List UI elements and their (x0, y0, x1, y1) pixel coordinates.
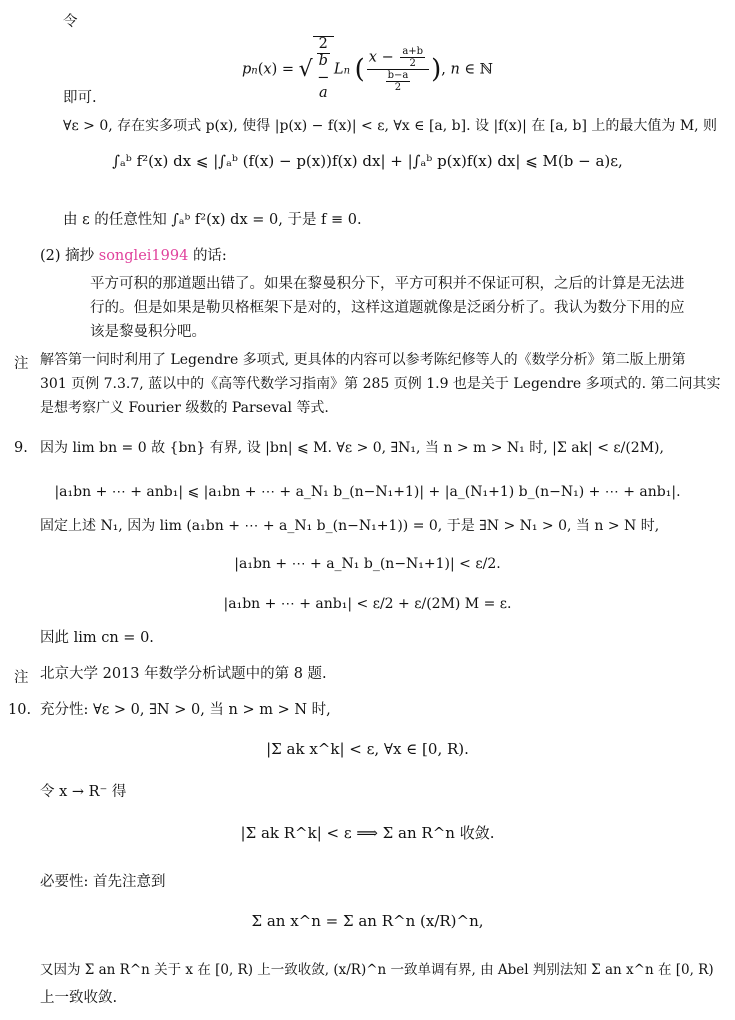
quote-line: 平方可积的那道题出错了。如果在黎曼积分下，平方可积并不保证可积，之后的计算是无法进 (90, 276, 685, 292)
problem10-number: 10. (8, 702, 32, 718)
note2-text: 北京大学 2013 年数学分析试题中的第 8 题. (40, 666, 327, 682)
problem10-ineq2: |Σ ak R^k| < ε ⟹ Σ an R^n 收敛. (240, 824, 495, 842)
proof-line1: ∀ε > 0, 存在实多项式 p(x), 使得 |p(x) − f(x)| < ε, ∀x ∈ [a, b]. 设 |f(x)| 在 [a, b] 上的最大值为 M, 则 (63, 118, 718, 134)
problem9-number: 9. (14, 440, 28, 456)
part2-label: (2) 摘抄 (40, 248, 95, 264)
note1-line: 解答第一问时利用了 Legendre 多项式, 更具体的内容可以参考陈纪修等人的《数学分析》第二版上册第 (40, 352, 686, 368)
problem9-line2: 固定上述 N₁, 因为 lim (a₁bn + ⋯ + a_N₁ b_(n−N₁+1)) = 0, 于是 ∃N > N₁ > 0, 当 n > N 时, (40, 518, 660, 534)
problem10-line5: 上一致收敛. (40, 990, 118, 1006)
problem10-line4: 又因为 Σ an R^n 关于 x 在 [0, R) 上一致收敛, (x/R)^n 一致单调有界, 由 Abel 判别法知 Σ an x^n 在 [0, R) (40, 962, 714, 978)
user-link[interactable]: songlei1994 (98, 248, 189, 264)
problem9-line1: 因为 lim bn = 0 故 {bn} 有界, 设 |bn| ⩽ M. ∀ε > 0, ∃N₁, 当 n > m > N₁ 时, |Σ ak| < ε/(2M), (40, 440, 664, 456)
jike-text: 即可. (63, 90, 97, 106)
integral-inequality: ∫ₐᵇ f²(x) dx ⩽ |∫ₐᵇ (f(x) − p(x))f(x) dx| + |∫ₐᵇ p(x)f(x) dx| ⩽ M(b − a)ε, (112, 152, 623, 170)
quote-block (90, 272, 690, 344)
note2-tag: 注 (14, 670, 29, 686)
problem9-ineq3: |a₁bn + ⋯ + anb₁| < ε/2 + ε/(2M) M = ε. (223, 596, 512, 612)
note1-line: 301 页例 7.3.7, 蓝以中的《高等代数学习指南》第 285 页例 1.9 也是关于 Legendre 多项式的. 第二问其实 (40, 376, 721, 392)
pn-formula: pn(x) = √ 2 b − a Ln ( x − $\frac{a+b}{2}$ $\frac{b-a}{2}$ ), n ∈ ℕ (241, 36, 494, 101)
ling-text: 令 (63, 14, 78, 30)
problem9-ineq1: |a₁bn + ⋯ + anb₁| ⩽ |a₁bn + ⋯ + a_N₁ b_(n−N₁+1)| + |a_(N₁+1) b_(n−N₁) + ⋯ + anb₁|. (54, 484, 681, 500)
proof-conclusion: 由 ε 的任意性知 ∫ₐᵇ f²(x) dx = 0, 于是 f ≡ 0. (63, 212, 362, 228)
part2-after-user: 的话: (192, 248, 227, 264)
problem10-line1: 充分性: ∀ε > 0, ∃N > 0, 当 n > m > N 时, (40, 702, 331, 718)
note1-line: 是想考察广义 Fourier 级数的 Parseval 等式. (40, 400, 329, 416)
problem9-ineq2: |a₁bn + ⋯ + a_N₁ b_(n−N₁+1)| < ε/2. (234, 556, 501, 572)
quote-line: 行的。但是如果是勒贝格框架下是对的，这样这道题就像是泛函分析了。我认为数分下用的应 (90, 300, 685, 316)
problem10-ineq1: |Σ ak x^k| < ε, ∀x ∈ [0, R). (266, 740, 469, 758)
problem10-line2: 令 x → R⁻ 得 (40, 784, 127, 800)
quote-line: 该是黎曼积分吧。 (90, 324, 206, 340)
problem10-eq1: Σ an x^n = Σ an R^n (x/R)^n, (251, 912, 484, 930)
problem10-line3: 必要性: 首先注意到 (40, 874, 166, 890)
problem9-conclusion: 因此 lim cn = 0. (40, 630, 154, 646)
part2-line (40, 248, 227, 265)
note1-tag: 注 (14, 356, 29, 372)
